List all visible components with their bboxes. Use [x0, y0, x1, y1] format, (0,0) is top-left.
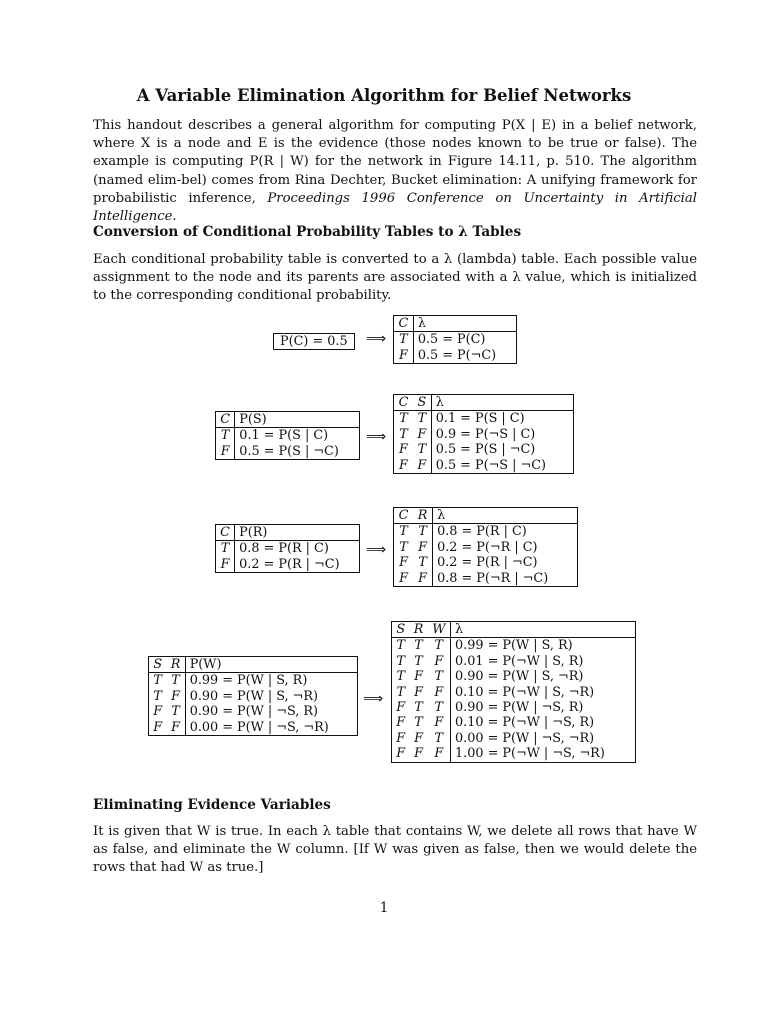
intro-text: This handout describes a general algorithm for computing P(X | E) in a belief network, where X is a node and E is the evidence (those nodes known to be true or false). The example is computing P(R | W) for the network in Figure 14.11, p. 510. The algorithm (named elim-bel) comes from Rina Dechter, Bucket elimination: A unifying framework for probabilistic inference, — [93, 118, 697, 206]
lambda-s-cell: T — [399, 411, 408, 427]
lambda-w-cell: T — [414, 653, 423, 669]
cpt-s-cell: F — [220, 443, 230, 459]
lambda-s-cell: F — [417, 426, 427, 442]
cpt-s-row — [216, 428, 360, 444]
cpt-s-cell: 0.5 = P(S | ¬C) — [235, 444, 360, 460]
lambda-w-row — [392, 746, 636, 762]
lambda-w-cell: F — [434, 715, 444, 731]
cpt-w-row — [149, 720, 358, 736]
lambda-w-header-cell: W — [428, 622, 451, 638]
cpt-w-cell: T — [171, 704, 180, 720]
lambda-r-cell: 0.8 = P(R | C) — [433, 524, 578, 540]
cpt-table-s — [215, 411, 360, 460]
lambda-w-cell: 0.99 = P(W | S, R) — [451, 638, 636, 654]
lambda-r-cell: 0.2 = P(R | ¬C) — [433, 555, 578, 570]
section-heading-evidence: Eliminating Evidence Variables — [93, 797, 331, 813]
lambda-w-header-row — [392, 622, 636, 638]
lambda-table-s — [393, 394, 574, 474]
lambda-r-header-cell: R — [413, 508, 432, 524]
cpt-w-cell: 0.90 = P(W | ¬S, R) — [185, 704, 357, 719]
lambda-w-cell: T — [434, 669, 444, 685]
lambda-s-cell: T — [417, 442, 427, 458]
lambda-r-header-cell: λ — [433, 508, 578, 524]
lambda-r-cell: F — [399, 555, 409, 571]
lambda-s-cell: T — [417, 411, 427, 427]
cpt-s-header-row — [216, 412, 360, 428]
lambda-w-cell: F — [396, 746, 406, 762]
lambda-s-header-cell: λ — [431, 395, 573, 411]
lambda-w-row — [392, 700, 636, 715]
section-heading-conversion: Conversion of Conditional Probability Tables to λ Tables — [93, 224, 522, 240]
lambda-w-cell: F — [414, 730, 423, 746]
lambda-s-header-cell: C — [394, 395, 413, 411]
page-number: 1 — [379, 900, 389, 916]
page-title: A Variable Elimination Algorithm for Belief Networks — [136, 86, 632, 105]
lambda-w-cell: 0.90 = P(W | ¬S, R) — [451, 700, 636, 715]
lambda-w-cell: 0.90 = P(W | S, ¬R) — [451, 669, 636, 684]
lambda-r-cell: 0.8 = P(¬R | ¬C) — [433, 571, 578, 587]
lambda-r-cell: T — [399, 524, 408, 540]
cpt-s-row — [216, 444, 360, 460]
lambda-c-cell: 0.5 = P(C) — [413, 332, 516, 348]
lambda-w-cell: F — [434, 684, 444, 700]
lambda-c-header-cell: C — [394, 316, 414, 332]
lambda-w-cell: F — [396, 730, 406, 746]
lambda-w-cell: F — [396, 700, 406, 716]
cpt-r-cell: 0.8 = P(R | C) — [235, 541, 360, 557]
cpt-c-box: P(C) = 0.5 — [273, 333, 355, 350]
lambda-w-row — [392, 731, 636, 746]
cpt-r-header-row — [216, 525, 360, 541]
cpt-table-w — [148, 656, 358, 736]
lambda-w-header-cell: S — [392, 622, 410, 638]
lambda-c-cell: T — [399, 332, 408, 348]
lambda-s-cell: F — [417, 457, 427, 473]
lambda-s-header-cell: S — [413, 395, 431, 411]
lambda-w-header-cell: λ — [451, 622, 636, 638]
lambda-table-w — [391, 621, 636, 763]
lambda-s-cell: F — [399, 457, 408, 473]
cpt-w-cell: T — [153, 673, 162, 689]
lambda-w-cell: 0.01 = P(¬W | S, R) — [451, 654, 636, 669]
intro-citation: Proceedings 1996 Conference on Uncertainty in Artificial Intelligence. — [93, 190, 697, 225]
lambda-s-cell: F — [399, 442, 408, 458]
lambda-w-cell: 0.00 = P(W | ¬S, ¬R) — [451, 731, 636, 746]
cpt-w-cell: T — [171, 673, 180, 689]
lambda-r-cell: T — [418, 524, 427, 540]
conversion-paragraph: Each conditional probability table is converted to a λ (lambda) table. Each possible value assignment to the node and its parents are associated with a λ value, which is initialized to the corresponding conditional probability. — [93, 252, 697, 304]
arrow-s: ⟹ — [366, 429, 387, 445]
cpt-w-row — [149, 704, 358, 719]
lambda-r-header-cell: C — [394, 508, 414, 524]
lambda-s-header-row — [394, 395, 574, 411]
lambda-w-cell: T — [434, 638, 444, 654]
lambda-r-cell: F — [418, 539, 428, 555]
lambda-w-row — [392, 654, 636, 669]
cpt-s-cell: 0.1 = P(S | C) — [235, 428, 360, 444]
lambda-w-cell: T — [414, 638, 423, 654]
lambda-w-cell: 1.00 = P(¬W | ¬S, ¬R) — [451, 746, 636, 762]
evidence-paragraph: It is given that W is true. In each λ table that contains W, we delete all rows that have W as false, and eliminate the W column. [If W was given as false, then we would delete the rows that had W as true.] — [93, 824, 697, 876]
cpt-r-row — [216, 557, 360, 573]
lambda-w-cell: F — [396, 715, 406, 731]
lambda-r-cell: T — [399, 539, 408, 555]
cpt-s-cell: T — [220, 428, 230, 444]
lambda-s-cell: 0.9 = P(¬S | C) — [431, 427, 573, 442]
cpt-w-header-cell: R — [166, 657, 185, 673]
lambda-r-row — [394, 524, 578, 540]
lambda-w-header-cell: R — [409, 622, 427, 638]
lambda-s-cell: 0.5 = P(S | ¬C) — [431, 442, 573, 457]
lambda-w-row — [392, 715, 636, 730]
lambda-c-cell: F — [398, 347, 408, 363]
lambda-w-cell: F — [434, 653, 444, 669]
lambda-r-cell: F — [418, 570, 428, 586]
cpt-r-header-cell: C — [216, 525, 235, 541]
lambda-r-row — [394, 540, 578, 555]
cpt-w-cell: 0.99 = P(W | S, R) — [185, 673, 357, 689]
cpt-w-row — [149, 689, 358, 704]
arrow-c: ⟹ — [366, 331, 387, 347]
lambda-r-row — [394, 571, 578, 587]
lambda-c-header-cell: λ — [413, 316, 516, 332]
lambda-w-cell: T — [396, 638, 405, 654]
lambda-table-c — [393, 315, 517, 364]
lambda-w-cell: T — [434, 700, 444, 716]
lambda-w-row — [392, 685, 636, 700]
cpt-w-cell: T — [153, 688, 162, 704]
lambda-w-cell: F — [414, 746, 423, 762]
lambda-table-r — [393, 507, 578, 587]
lambda-w-cell: T — [434, 730, 444, 746]
cpt-r-header-cell: P(R) — [235, 525, 360, 541]
lambda-w-cell: T — [414, 700, 423, 716]
lambda-r-header-row — [394, 508, 578, 524]
cpt-r-row — [216, 541, 360, 557]
lambda-c-header-row — [394, 316, 517, 332]
lambda-w-cell: T — [414, 715, 423, 731]
lambda-c-cell: 0.5 = P(¬C) — [413, 348, 516, 364]
lambda-c-row — [394, 332, 517, 348]
lambda-s-row — [394, 427, 574, 442]
lambda-r-cell: 0.2 = P(¬R | C) — [433, 540, 578, 555]
cpt-w-cell: 0.00 = P(W | ¬S, ¬R) — [185, 720, 357, 736]
cpt-w-header-cell: S — [149, 657, 167, 673]
cpt-w-row — [149, 673, 358, 689]
lambda-w-cell: T — [396, 669, 405, 685]
lambda-w-row — [392, 669, 636, 684]
intro-paragraph — [93, 117, 697, 226]
cpt-w-header-cell: P(W) — [185, 657, 357, 673]
cpt-s-header-cell: P(S) — [235, 412, 360, 428]
lambda-c-row — [394, 348, 517, 364]
lambda-w-row — [392, 638, 636, 654]
lambda-w-cell: F — [434, 746, 444, 762]
lambda-w-cell: T — [396, 653, 405, 669]
lambda-w-cell: F — [414, 684, 423, 700]
cpt-w-cell: F — [153, 704, 163, 720]
cpt-w-header-row — [149, 657, 358, 673]
cpt-w-cell: F — [171, 719, 180, 735]
lambda-w-cell: 0.10 = P(¬W | ¬S, R) — [451, 715, 636, 730]
cpt-w-cell: F — [153, 719, 163, 735]
lambda-s-row — [394, 442, 574, 457]
cpt-r-cell: F — [220, 556, 230, 572]
arrow-w: ⟹ — [363, 691, 384, 707]
lambda-s-cell: 0.5 = P(¬S | ¬C) — [431, 458, 573, 474]
arrow-r: ⟹ — [366, 542, 387, 558]
lambda-r-cell: T — [418, 555, 427, 571]
lambda-r-row — [394, 555, 578, 570]
cpt-w-cell: F — [171, 688, 180, 704]
cpt-table-r — [215, 524, 360, 573]
lambda-w-cell: 0.10 = P(¬W | S, ¬R) — [451, 685, 636, 700]
cpt-r-cell: 0.2 = P(R | ¬C) — [235, 557, 360, 573]
lambda-s-row — [394, 458, 574, 474]
cpt-s-header-cell: C — [216, 412, 235, 428]
lambda-r-cell: F — [399, 570, 409, 586]
lambda-s-cell: T — [399, 426, 408, 442]
lambda-w-cell: T — [396, 684, 405, 700]
lambda-w-cell: F — [414, 669, 423, 685]
lambda-s-cell: 0.1 = P(S | C) — [431, 411, 573, 427]
lambda-s-row — [394, 411, 574, 427]
cpt-r-cell: T — [220, 541, 230, 557]
cpt-w-cell: 0.90 = P(W | S, ¬R) — [185, 689, 357, 704]
